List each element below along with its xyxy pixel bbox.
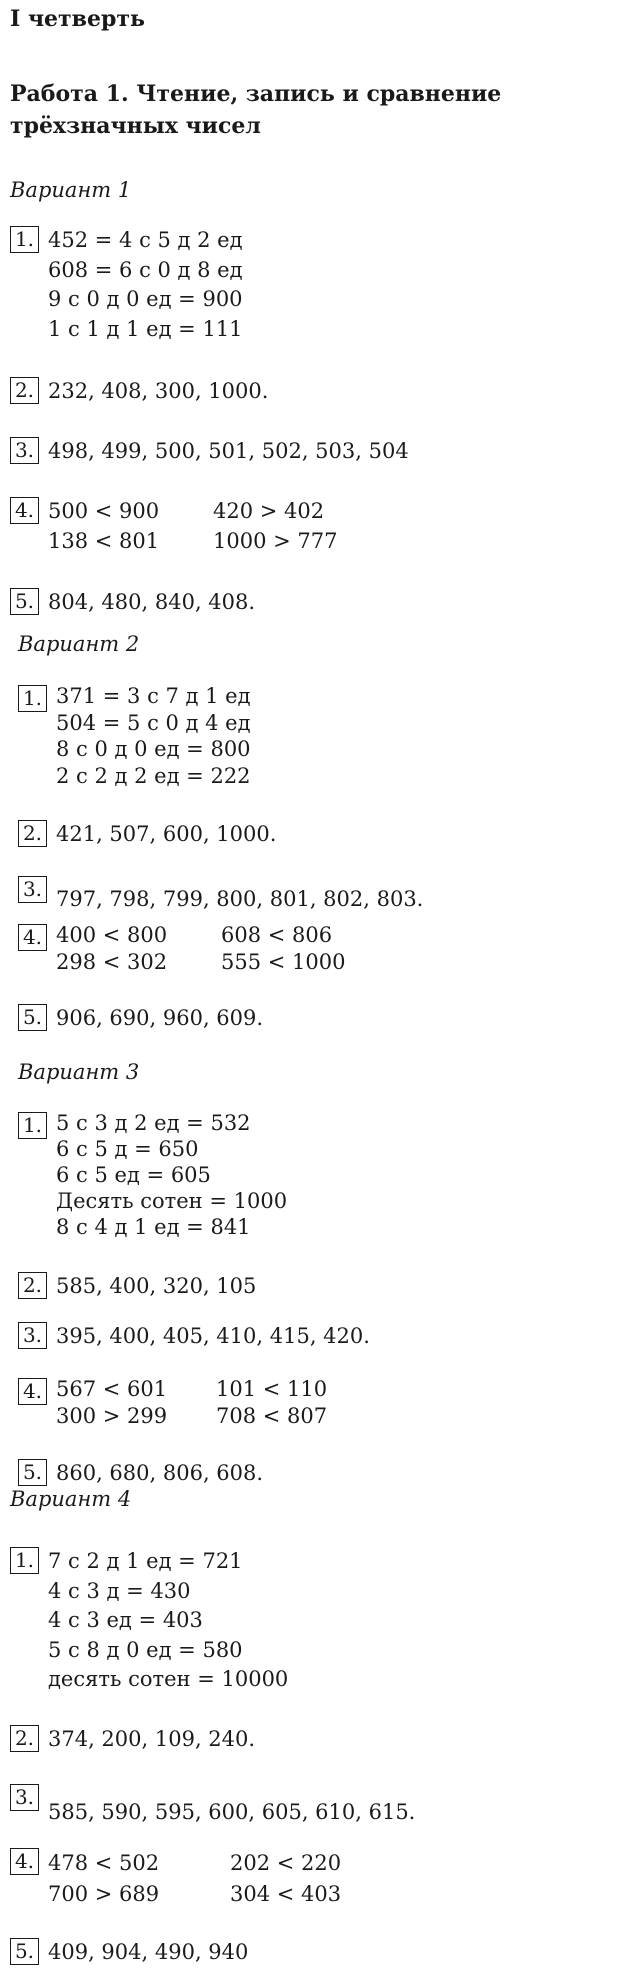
task-number-box: 4. <box>18 924 47 951</box>
task-number-box: 2. <box>18 1272 47 1299</box>
comparison: 304 < 403 <box>230 1882 342 1906</box>
task-number-box: 5. <box>18 1459 47 1486</box>
task-number-box: 3. <box>10 437 39 464</box>
answer-line: 804, 480, 840, 408. <box>48 590 256 614</box>
task-number-box: 1. <box>18 685 47 712</box>
task-number-box: 3. <box>18 876 47 903</box>
answer-line: 1 с 1 д 1 ед = 111 <box>48 316 243 341</box>
answer-line: 608 = 6 с 0 д 8 ед <box>48 257 243 282</box>
answer-line: 371 = 3 с 7 д 1 ед <box>56 684 251 708</box>
answer-line: 452 = 4 с 5 д 2 ед <box>48 228 243 252</box>
answer-line: 585, 590, 595, 600, 605, 610, 615. <box>48 1800 416 1824</box>
answer-line: 2 с 2 д 2 ед = 222 <box>56 763 251 788</box>
task-number-box: 4. <box>10 1848 39 1875</box>
answer-line: 409, 904, 490, 940 <box>48 1940 249 1964</box>
quarter-title: I четверть <box>10 6 145 32</box>
answer-line: 232, 408, 300, 1000. <box>48 379 269 403</box>
comparison: 567 < 601 <box>56 1377 168 1401</box>
comparison: 400 < 800 <box>56 923 168 947</box>
comparison: 700 > 689 <box>48 1882 160 1906</box>
comparison: 202 < 220 <box>230 1851 342 1875</box>
task-number-box: 1. <box>10 226 39 253</box>
comparison: 138 < 801 <box>48 528 160 553</box>
task-number-box: 2. <box>10 377 39 404</box>
comparison: 101 < 110 <box>216 1377 328 1401</box>
answer-line: 4 с 3 д = 430 <box>48 1578 191 1603</box>
comparison: 608 < 806 <box>221 923 333 947</box>
task-number-box: 5. <box>10 588 39 615</box>
answer-line: 5 с 3 д 2 ед = 532 <box>56 1111 251 1135</box>
variant-2-heading: Вариант 2 <box>18 632 140 656</box>
answer-line: 498, 499, 500, 501, 502, 503, 504 <box>48 439 409 463</box>
comparison: 420 > 402 <box>213 499 325 523</box>
task-number-box: 5. <box>10 1938 39 1965</box>
comparison: 555 < 1000 <box>221 950 346 974</box>
task-number-box: 4. <box>10 497 39 524</box>
variant-4-heading: Вариант 4 <box>10 1487 132 1511</box>
answer-line: 8 с 4 д 1 ед = 841 <box>56 1215 251 1239</box>
answer-line: 8 с 0 д 0 ед = 800 <box>56 737 251 761</box>
task-number-box: 2. <box>18 820 47 847</box>
answer-line: десять сотен = 10000 <box>48 1667 289 1691</box>
comparison: 500 < 900 <box>48 499 160 523</box>
answer-line: 6 с 5 ед = 605 <box>56 1163 211 1187</box>
answer-line: 797, 798, 799, 800, 801, 802, 803. <box>56 887 424 911</box>
answer-line: 374, 200, 109, 240. <box>48 1727 256 1751</box>
task-number-box: 1. <box>10 1547 39 1574</box>
comparison: 1000 > 777 <box>213 528 338 553</box>
variant-1-heading: Вариант 1 <box>10 178 132 202</box>
task-number-box: 3. <box>10 1784 39 1811</box>
answer-line: 504 = 5 с 0 д 4 ед <box>56 710 251 735</box>
task-number-box: 5. <box>18 1004 47 1031</box>
answer-line: 860, 680, 806, 608. <box>56 1461 264 1485</box>
answer-line: 5 с 8 д 0 ед = 580 <box>48 1637 243 1662</box>
work-title: Работа 1. Чтение, запись и сравнение трёхзначных чисел <box>10 81 502 139</box>
answer-line: 421, 507, 600, 1000. <box>56 822 277 846</box>
answer-line: 395, 400, 405, 410, 415, 420. <box>56 1324 370 1348</box>
answer-line: 4 с 3 ед = 403 <box>48 1608 203 1632</box>
comparison: 478 < 502 <box>48 1851 160 1875</box>
answer-line: Десять сотен = 1000 <box>56 1189 288 1213</box>
task-number-box: 4. <box>18 1378 47 1405</box>
comparison: 298 < 302 <box>56 950 168 974</box>
variant-3-heading: Вариант 3 <box>18 1060 140 1084</box>
task-answer-lines <box>48 226 243 344</box>
task-number-box: 1. <box>18 1112 47 1139</box>
answer-line: 7 с 2 д 1 ед = 721 <box>48 1549 243 1573</box>
task-number-box: 2. <box>10 1725 39 1752</box>
answer-line: 6 с 5 д = 650 <box>56 1137 199 1161</box>
answer-line: 906, 690, 960, 609. <box>56 1006 264 1030</box>
answer-line: 585, 400, 320, 105 <box>56 1274 257 1298</box>
answer-line: 9 с 0 д 0 ед = 900 <box>48 287 243 311</box>
comparison: 708 < 807 <box>216 1404 328 1428</box>
task-number-box: 3. <box>18 1322 47 1349</box>
comparison: 300 > 299 <box>56 1404 168 1428</box>
